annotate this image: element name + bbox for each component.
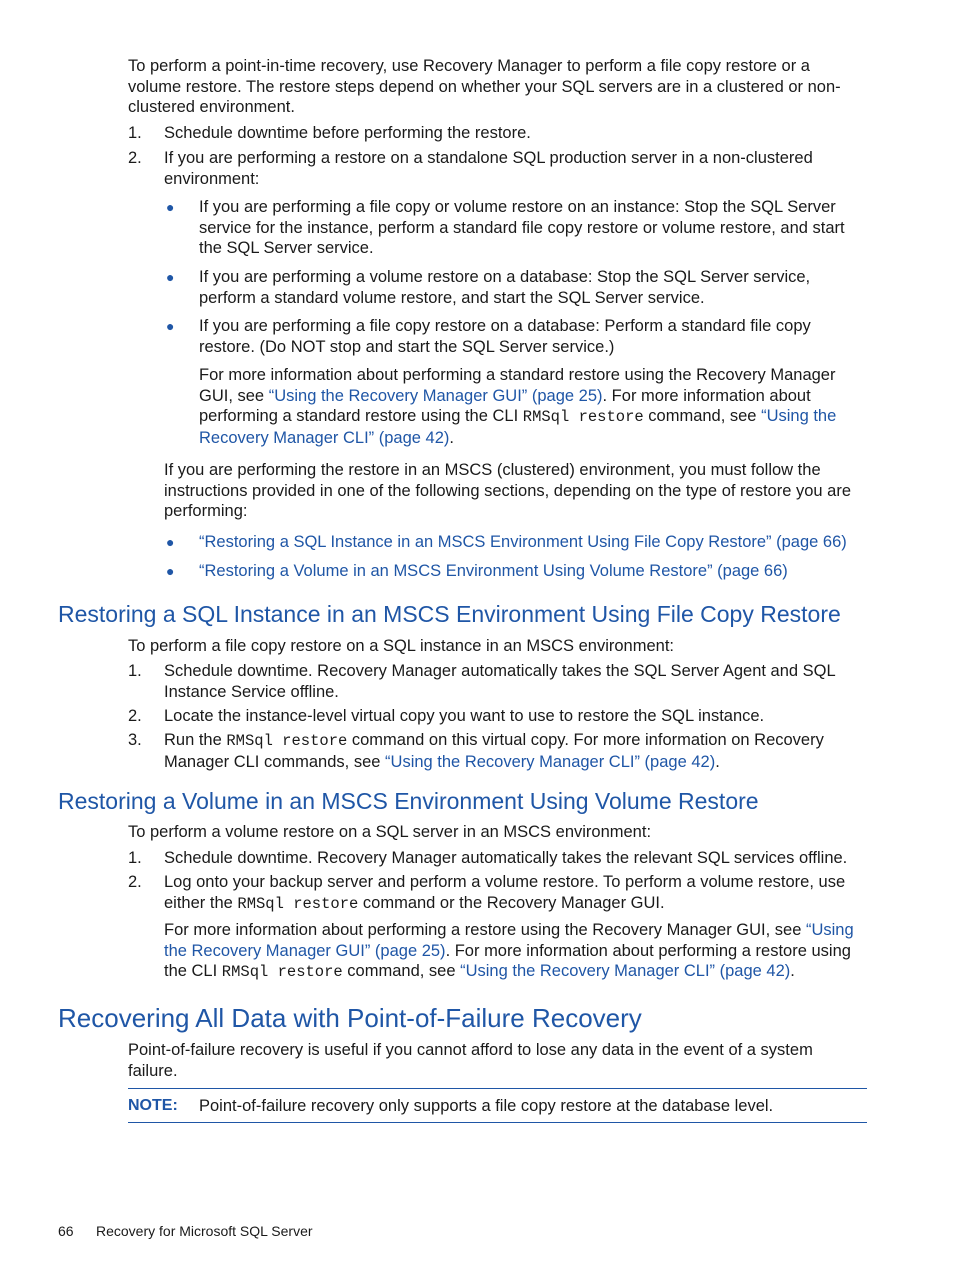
text: . — [715, 752, 720, 771]
page-number: 66 — [58, 1223, 74, 1239]
step-number: 3. — [128, 731, 142, 749]
section-intro: Point-of-failure recovery is useful if you cannot afford to lose any data in the event of a system failure. — [128, 1041, 813, 1080]
step-number: 1. — [128, 124, 142, 142]
text: . For more information about performing a restore using the CLI — [164, 941, 851, 981]
note-top-rule — [128, 1088, 867, 1089]
step-text: Schedule downtime. Recovery Manager automatically takes the SQL Server Agent and SQL Instance Service offline. — [164, 662, 836, 701]
text: command on this virtual copy. For more information on Recovery Manager CLI commands, see — [164, 731, 824, 771]
section-intro: To perform a volume restore on a SQL server in an MSCS environment: — [128, 823, 652, 841]
bullet-text: If you are performing a volume restore on a database: Stop the SQL Server service, perform a standard volume restore, and start the SQL Server service. — [199, 268, 811, 307]
more-info-paragraph — [199, 365, 869, 449]
step-number: 1. — [128, 662, 142, 680]
text: Log onto your backup server and perform a volume restore. To perform a volume restore, use either the — [164, 873, 846, 912]
section-intro: To perform a file copy restore on a SQL instance in an MSCS environment: — [128, 637, 674, 655]
bullet-text: If you are performing a file copy or volume restore on an instance: Stop the SQL Server service for the instance, perform a standard file copy restore or volume restore, and start the SQL Server service. — [199, 198, 845, 258]
note-text: Point-of-failure recovery only supports a file copy restore at the database level. — [199, 1097, 774, 1115]
text: . For more information about performing a standard restore using the CLI — [199, 386, 811, 426]
step-text: Schedule downtime before performing the restore. — [164, 124, 531, 142]
link-using-cli[interactable]: “Using the Recovery Manager CLI” (page 42) — [199, 407, 837, 448]
text: For more information about performing a restore using the Recovery Manager GUI, see — [164, 921, 806, 939]
text: Run the — [164, 731, 227, 749]
more-info-paragraph — [164, 920, 870, 983]
text: command, see — [643, 407, 762, 426]
link-using-gui[interactable]: “Using the Recovery Manager GUI” (page 25) — [164, 921, 854, 960]
bullet-icon: ● — [166, 318, 175, 334]
chapter-heading: Recovering All Data with Point-of-Failure Recovery — [58, 1003, 642, 1033]
bullet-icon: ● — [166, 199, 175, 215]
footer-title: Recovery for Microsoft SQL Server — [96, 1223, 313, 1239]
section-heading: Restoring a Volume in an MSCS Environment Using Volume Restore — [58, 788, 759, 814]
section-heading: Restoring a SQL Instance in an MSCS Environment Using File Copy Restore — [58, 601, 841, 627]
step-text: Locate the instance-level virtual copy you want to use to restore the SQL instance. — [164, 707, 765, 725]
text: command or the Recovery Manager GUI. — [358, 893, 665, 912]
link-using-cli[interactable]: “Using the Recovery Manager CLI” (page 42) — [385, 752, 716, 771]
note-bottom-rule — [128, 1122, 867, 1123]
note-label: NOTE: — [128, 1097, 178, 1114]
text: For more information about performing a standard restore using the Recovery Manager GUI, see — [199, 366, 836, 405]
step-text — [164, 872, 867, 914]
step-text: If you are performing a restore on a standalone SQL production server in a non-clustered environment: — [164, 149, 813, 188]
link-restoring-sql-instance[interactable]: “Restoring a SQL Instance in an MSCS Environment Using File Copy Restore” (page 66) — [199, 533, 847, 551]
text: command, see — [342, 962, 461, 981]
step-number: 2. — [128, 149, 142, 167]
step-number: 1. — [128, 849, 142, 867]
bullet-text: If you are performing a file copy restore on a database: Perform a standard file copy restore. (Do NOT stop and start the SQL Server service.) — [199, 317, 811, 356]
bullet-icon: ● — [166, 269, 175, 285]
step-number: 2. — [128, 707, 142, 725]
link-restoring-volume[interactable]: “Restoring a Volume in an MSCS Environment Using Volume Restore” (page 66) — [199, 562, 788, 580]
text: . — [790, 962, 795, 981]
bullet-icon: ● — [166, 563, 175, 579]
code-rmsql-restore: RMSql restore — [221, 963, 343, 982]
step-text: Schedule downtime. Recovery Manager automatically takes the relevant SQL services offline. — [164, 849, 848, 867]
step-number: 2. — [128, 873, 142, 891]
intro-paragraph: To perform a point-in-time recovery, use Recovery Manager to perform a file copy restore or a volume restore. The restore steps depend on whether your SQL servers are in a clustered or non-clustered environment. — [128, 57, 841, 117]
step-text — [164, 730, 864, 772]
text: . — [449, 429, 454, 448]
code-rmsql-restore: RMSql restore — [237, 894, 359, 913]
mscs-paragraph: If you are performing the restore in an MSCS (clustered) environment, you must follow the instructions provided in one of the following sections, depending on the type of restore you are performing: — [164, 461, 852, 521]
link-using-cli[interactable]: “Using the Recovery Manager CLI” (page 42) — [460, 962, 791, 981]
code-rmsql-restore: RMSql restore — [226, 732, 348, 750]
link-using-gui[interactable]: “Using the Recovery Manager GUI” (page 25) — [268, 386, 603, 405]
code-rmsql-restore: RMSql restore — [522, 408, 644, 427]
bullet-icon: ● — [166, 534, 175, 550]
